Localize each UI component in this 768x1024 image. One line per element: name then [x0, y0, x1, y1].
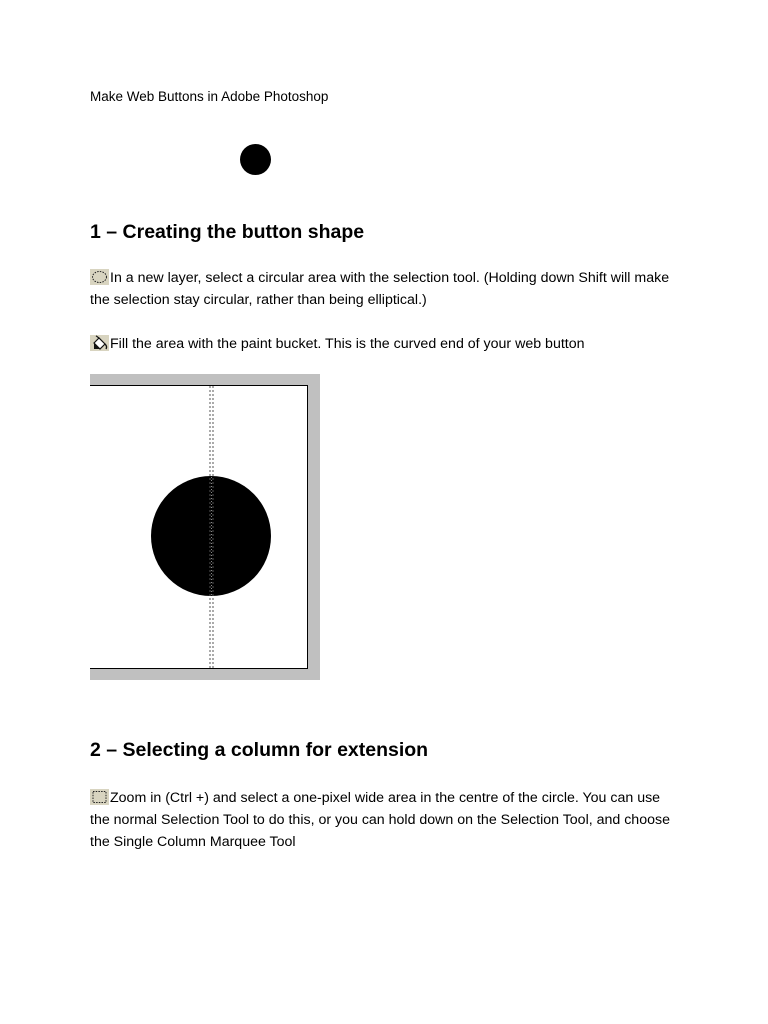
black-circle-illustration [240, 144, 271, 175]
elliptical-marquee-icon [90, 269, 109, 285]
step-text: Zoom in (Ctrl +) and select a one-pixel wide area in the centre of the circle. You can use the normal Selection Tool to do this, or you can hold down on the Selection Tool, and choose the Single Column Marquee Tool [90, 790, 670, 850]
document-title: Make Web Buttons in Adobe Photoshop [90, 89, 329, 104]
step-text: Fill the area with the paint bucket. This is the curved end of your web button [110, 336, 585, 352]
rectangular-marquee-icon [90, 789, 109, 805]
step-zoom-select-column [90, 787, 680, 853]
photoshop-canvas-screenshot [90, 374, 320, 680]
step-text: In a new layer, select a circular area with the selection tool. (Holding down Shift will make the selection stay circular, rather than being elliptical.) [90, 270, 670, 308]
section-heading-selecting-column: 2 – Selecting a column for extension [90, 739, 429, 761]
section-heading-creating-shape: 1 – Creating the button shape [90, 221, 365, 243]
paint-bucket-icon [90, 335, 109, 351]
step-select-circular-area [90, 267, 680, 311]
step-fill-paint-bucket [90, 333, 680, 355]
